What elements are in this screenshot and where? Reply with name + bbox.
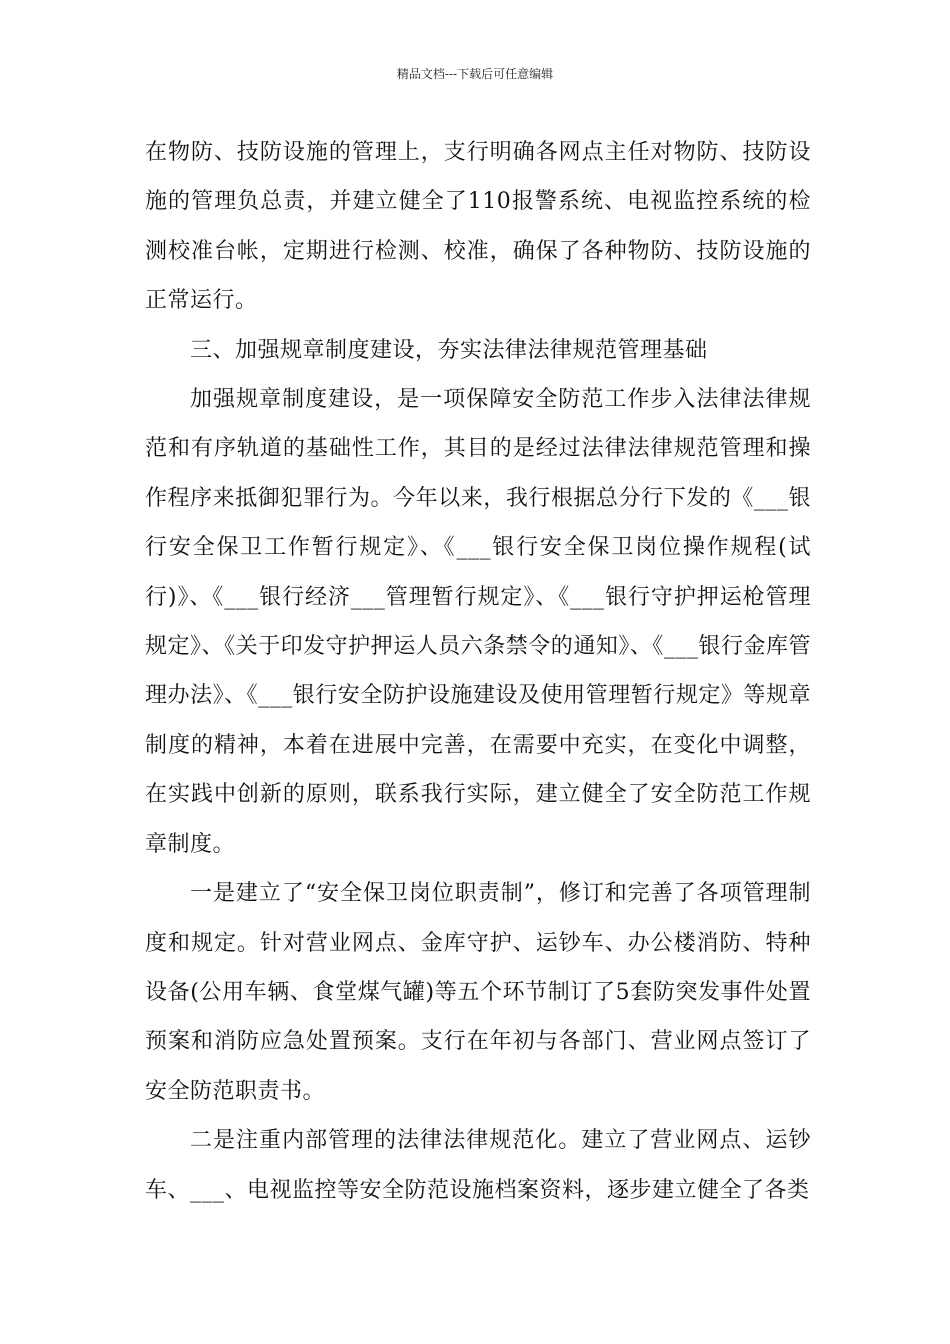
paragraph-rules-building: 加强规章制度建设，是一项保障安全防范工作步入法律法律规范和有序轨道的基础性工作，其目的是经过法律法律规范管理和操作程序来抵御犯罪行为。今年以来，我行根据总分行下发的《___银行安全保卫工作暂行规定》、《___银行安全保卫岗位操作规程(试行)》、《___银行经济___管理暂行规定》、《___银行守护押运枪管理规定》、《关于印发守护押运人员六条禁令的通知》、《___银行金库管理办法》、《___银行安全防护设施建设及使用管理暂行规定》等规章制度的精神，本着在进展中完善，在需要中充实，在变化中调整，在实践中创新的原则，联系我行实际，建立健全了安全防范工作规章制度。 bbox=[145, 387, 811, 857]
paragraph-facility-management: 在物防、技防设施的管理上，支行明确各网点主任对物防、技防设施的管理负总责，并建立健全了110报警系统、电视监控系统的检测校准台帐，定期进行检测、校准，确保了各种物防、技防设施的正常运行。 bbox=[145, 140, 811, 314]
paragraph-item-two: 二是注重内部管理的法律法律规范化。建立了营业网点、运钞车、___、电视监控等安全防范设施档案资料，逐步建立健全了各类 bbox=[145, 1128, 811, 1203]
section-heading-three: 三、加强规章制度建设，夯实法律法律规范管理基础 bbox=[190, 337, 708, 363]
paragraph-item-one: 一是建立了“安全保卫岗位职责制”，修订和完善了各项管理制度和规定。针对营业网点、金库守护、运钞车、办公楼消防、特种设备(公用车辆、食堂煤气罐)等五个环节制订了5套防突发事件处置预案和消防应急处置预案。支行在年初与各部门、营业网点签订了安全防范职责书。 bbox=[145, 881, 811, 1104]
page-header: 精品文档---下载后可任意编辑 bbox=[396, 67, 554, 81]
document-body bbox=[145, 128, 811, 1215]
